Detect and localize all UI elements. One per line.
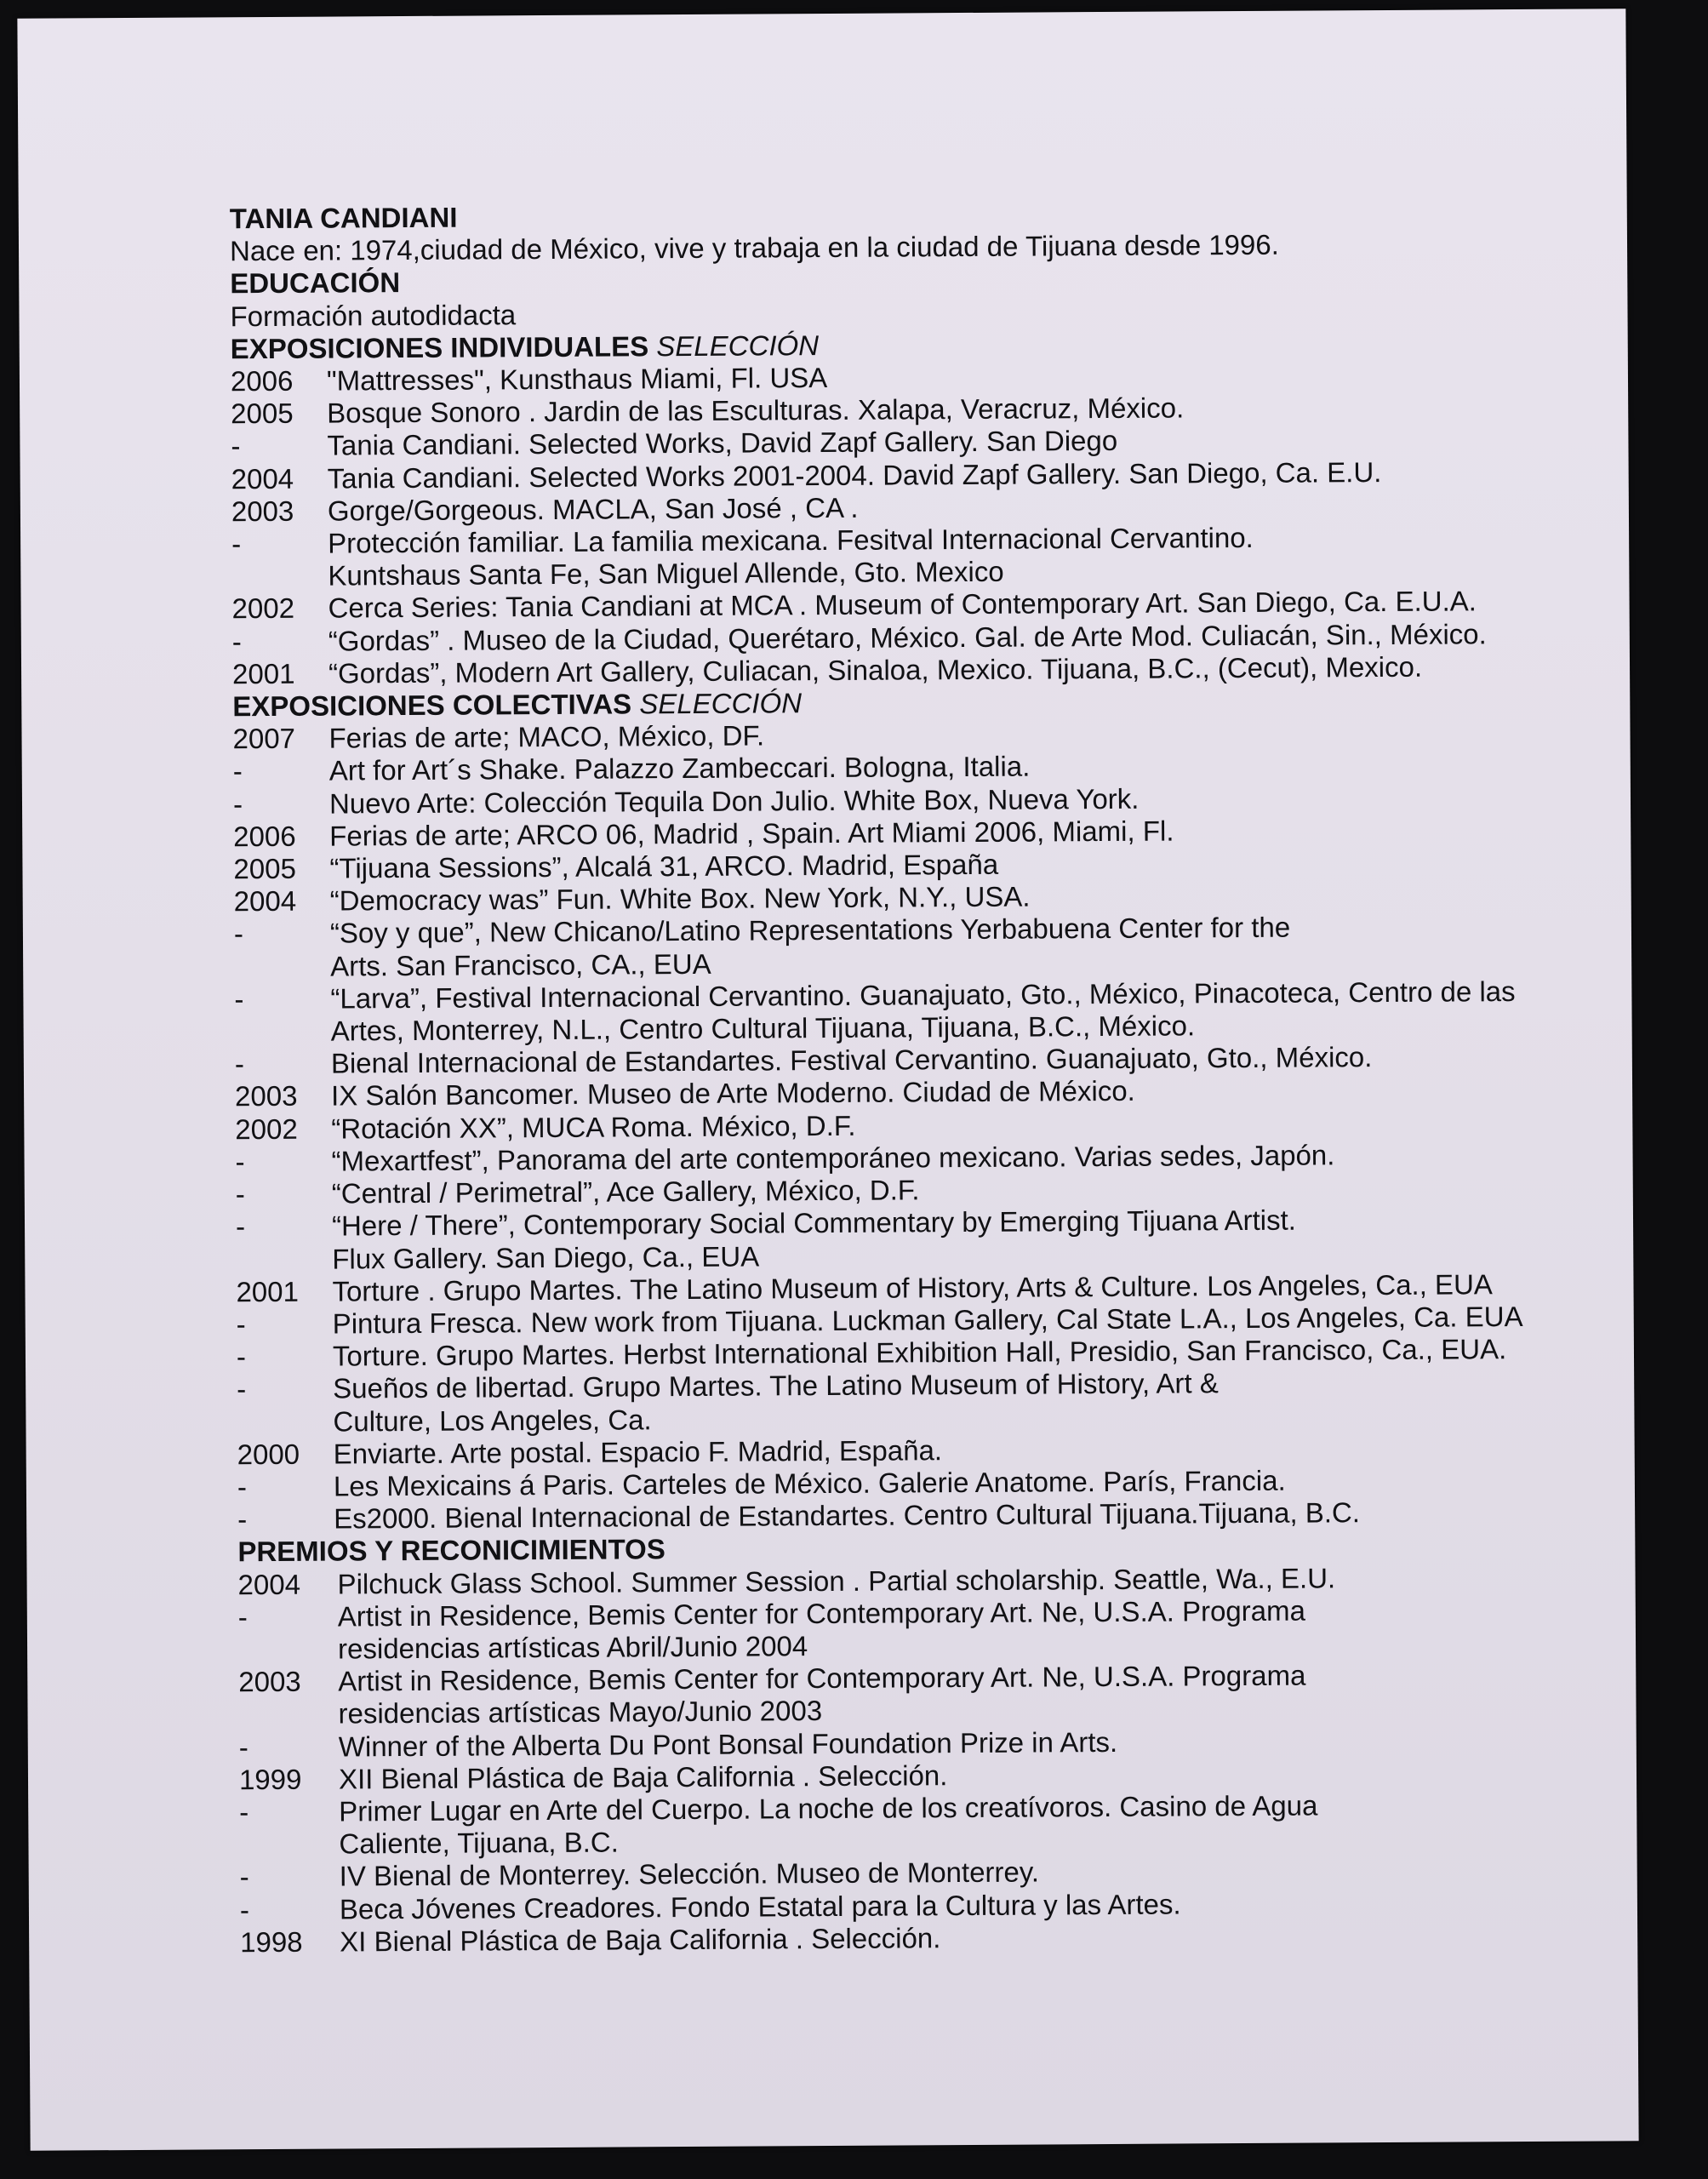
collective-exhibitions-list bbox=[232, 714, 1633, 1536]
entry-text: Tania Candiani. Selected Works 2001-2004. David Zapf Gallery. San Diego, Ca. E.U. bbox=[327, 455, 1382, 495]
entry-year: - bbox=[239, 1861, 249, 1893]
artist-name: TANIA CANDIANI bbox=[229, 201, 458, 235]
entry-text: XI Bienal Plástica de Baja California . Selección. bbox=[340, 1921, 941, 1958]
entry-text: Sueños de libertad. Grupo Martes. The Latino Museum of History, Art & bbox=[333, 1367, 1219, 1404]
entry-text: Winner of the Alberta Du Pont Bonsal Foundation Prize in Arts. bbox=[338, 1725, 1118, 1763]
entry-text: “Gordas”, Modern Art Gallery, Culiacan, Sinaloa, Mexico. Tijuana, B.C., (Cecut), Mexico. bbox=[328, 650, 1423, 689]
entry-text: Tania Candiani. Selected Works, David Zapf Gallery. San Diego bbox=[327, 425, 1118, 462]
entry-year: 1998 bbox=[240, 1925, 303, 1959]
entry-text: “Soy y que”, New Chicano/Latino Representations Yerbabuena Center for the bbox=[329, 912, 1291, 950]
entry-year: - bbox=[237, 1503, 248, 1536]
entry-text: Pilchuck Glass School. Summer Session . Partial scholarship. Seattle, Wa., E.U. bbox=[337, 1561, 1336, 1600]
entry-year: 2002 bbox=[231, 592, 295, 625]
entry-year: - bbox=[231, 528, 242, 560]
entry-year: - bbox=[235, 1146, 245, 1178]
entry-year: 2003 bbox=[234, 1080, 298, 1112]
individual-exhibitions-list bbox=[231, 357, 1628, 690]
entry-text: Ferias de arte; ARCO 06, Madrid , Spain. Art Miami 2006, Miami, Fl. bbox=[329, 815, 1174, 852]
entry-year: 2006 bbox=[230, 364, 294, 397]
entry-year bbox=[234, 950, 330, 983]
entry-year: - bbox=[237, 1471, 248, 1503]
entry-year: - bbox=[239, 1796, 249, 1828]
entry-text: IV Bienal de Monterrey. Selección. Museo de Monterrey. bbox=[339, 1856, 1040, 1892]
entry-year: 2005 bbox=[231, 397, 294, 430]
entry-text: “Rotación XX”, MUCA Roma. México, D.F. bbox=[331, 1109, 856, 1145]
entry-year: 2001 bbox=[236, 1275, 300, 1307]
entry-year bbox=[237, 1405, 333, 1438]
entry-year: 2003 bbox=[238, 1665, 301, 1698]
entry-text: Protección familiar. La familia mexicana. Fesitval Internacional Cervantino. bbox=[328, 521, 1254, 559]
entry-text: Cerca Series: Tania Candiani at MCA . Museum of Contemporary Art. San Diego, Ca. E.U.A. bbox=[328, 585, 1477, 625]
entry-text: Artes, Monterrey, N.L., Centro Cultural Tijuana, Tijuana, B.C., México. bbox=[330, 1009, 1196, 1047]
entry-text: Ferias de arte; MACO, México, DF. bbox=[328, 719, 765, 754]
entry-year bbox=[236, 1243, 332, 1276]
entry-year bbox=[239, 1828, 339, 1862]
entry-year: - bbox=[239, 1893, 250, 1925]
entry-year: 1999 bbox=[238, 1763, 302, 1795]
entry-text: "Mattresses", Kunsthaus Miami, Fl. USA bbox=[326, 362, 828, 397]
collective-heading-title: EXPOSICIONES COLECTIVAS bbox=[232, 688, 632, 723]
entry-year: 2000 bbox=[237, 1438, 300, 1470]
entry-year: - bbox=[236, 1341, 247, 1373]
cv-document bbox=[230, 194, 1637, 1959]
entry-year: 2006 bbox=[233, 820, 296, 853]
entry-year: - bbox=[232, 755, 243, 787]
entry-text: Bienal Internacional de Estandartes. Festival Cervantino. Guanajuato, Gto., México. bbox=[330, 1041, 1373, 1079]
paper-sheet bbox=[17, 9, 1638, 2150]
entry-year: - bbox=[236, 1308, 246, 1341]
entry-year: - bbox=[238, 1730, 248, 1763]
entry-year: 2004 bbox=[233, 885, 297, 918]
entry-year: - bbox=[231, 625, 242, 657]
entry-year: 2002 bbox=[235, 1112, 298, 1145]
entry-text: “Here / There”, Contemporary Social Commentary by Emerging Tijuana Artist. bbox=[331, 1204, 1296, 1242]
entry-text: XII Bienal Plástica de Baja California . Selección. bbox=[338, 1759, 948, 1795]
individual-heading-suffix: SELECCIÓN bbox=[656, 329, 820, 363]
entry-text: IX Salón Bancomer. Museo de Arte Moderno. Ciudad de México. bbox=[330, 1075, 1135, 1112]
entry-text: Les Mexicains á Paris. Carteles de México. Galerie Anatome. París, Francia. bbox=[333, 1464, 1286, 1502]
entry-text: Pintura Fresca. New work from Tijuana. Luckman Gallery, Cal State L.A., Los Angeles, Ca. EUA bbox=[332, 1300, 1523, 1340]
entry-text: Gorge/Gorgeous. MACLA, San José , CA . bbox=[327, 491, 859, 527]
entry-year: - bbox=[235, 1178, 245, 1210]
entry-text: Culture, Los Angeles, Ca. bbox=[333, 1403, 652, 1438]
entry-year: - bbox=[232, 787, 243, 820]
entry-text: Arts. San Francisco, CA., EUA bbox=[330, 947, 711, 982]
entry-text: Artist in Residence, Bemis Center for Contemporary Art. Ne, U.S.A. Programa bbox=[338, 1659, 1306, 1697]
entry-year: - bbox=[233, 918, 244, 950]
individual-heading-title: EXPOSICIONES INDIVIDUALES bbox=[230, 330, 649, 365]
entry-year: 2007 bbox=[232, 723, 296, 755]
entry-year bbox=[235, 1015, 331, 1049]
entry-text: Caliente, Tijuana, B.C. bbox=[339, 1826, 619, 1860]
entry-year: - bbox=[237, 1600, 248, 1633]
entry-year: - bbox=[234, 983, 244, 1015]
entry-text: Enviarte. Arte postal. Espacio F. Madrid, España. bbox=[333, 1433, 943, 1470]
entry-text: “Mexartfest”, Panorama del arte contemporáneo mexicano. Varias sedes, Japón. bbox=[331, 1139, 1335, 1177]
awards-list bbox=[237, 1560, 1636, 1959]
entry-text: Primer Lugar en Arte del Cuerpo. La noche de los creatívoros. Casino de Agua bbox=[339, 1789, 1318, 1827]
entry-year: 2005 bbox=[233, 852, 297, 885]
entry-year bbox=[238, 1633, 338, 1666]
entry-text: “Tijuana Sessions”, Alcalá 31, ARCO. Madrid, España bbox=[329, 848, 999, 884]
entry-year bbox=[231, 560, 328, 593]
entry-text: Beca Jóvenes Creadores. Fondo Estatal para la Cultura y las Artes. bbox=[339, 1888, 1181, 1925]
entry-year bbox=[238, 1698, 338, 1731]
awards-heading: PREMIOS Y RECONICIMIENTOS bbox=[237, 1533, 665, 1568]
entry-year: - bbox=[235, 1210, 246, 1243]
entry-text: Art for Art´s Shake. Palazzo Zambeccari. Bologna, Italia. bbox=[328, 750, 1031, 787]
entry-text: Flux Gallery. San Diego, Ca., EUA bbox=[332, 1239, 760, 1275]
entry-year: 2004 bbox=[231, 462, 294, 495]
entry-text: residencias artísticas Abril/Junio 2004 bbox=[337, 1630, 808, 1665]
entry-text: Bosque Sonoro . Jardin de las Esculturas. Xalapa, Veracruz, México. bbox=[327, 392, 1185, 429]
entry-year: 2003 bbox=[231, 495, 294, 528]
entry-text: “Central / Perimetral”, Ace Gallery, México, D.F. bbox=[331, 1174, 920, 1210]
birth-line: Nace en: 1974,ciudad de México, vive y trabaja en la ciudad de Tijuana desde 1996. bbox=[229, 228, 1279, 267]
entry-year: - bbox=[237, 1373, 247, 1405]
entry-text: Torture. Grupo Martes. Herbst International Exhibition Hall, Presidio, San Francisco, Ca., EUA. bbox=[332, 1333, 1507, 1372]
education-heading: EDUCACIÓN bbox=[230, 266, 401, 300]
entry-year: - bbox=[231, 430, 241, 462]
entry-text: Artist in Residence, Bemis Center for Contemporary Art. Ne, U.S.A. Programa bbox=[337, 1594, 1306, 1633]
entry-text: Es2000. Bienal Internacional de Estandartes. Centro Cultural Tijuana.Tijuana, B.C. bbox=[334, 1496, 1361, 1535]
entry-text: “Gordas” . Museo de la Ciudad, Querétaro, México. Gal. de Arte Mod. Culiacán, Sin., México. bbox=[328, 617, 1487, 657]
entry-text: Nuevo Arte: Colección Tequila Don Julio. White Box, Nueva York. bbox=[328, 782, 1140, 820]
entry-text: residencias artísticas Mayo/Junio 2003 bbox=[338, 1695, 823, 1730]
entry-year: - bbox=[234, 1048, 244, 1080]
entry-text: Kuntshaus Santa Fe, San Miguel Allende, Gto. Mexico bbox=[328, 555, 1004, 592]
entry-year: 2004 bbox=[237, 1568, 301, 1600]
entry-text: “Larva”, Festival Internacional Cervantino. Guanajuato, Gto., México, Pinacoteca, Centro de las bbox=[330, 975, 1516, 1015]
entry-text: Torture . Grupo Martes. The Latino Museum of History, Arts & Culture. Los Angeles, Ca., EUA bbox=[332, 1267, 1493, 1307]
education-text: Formación autodidacta bbox=[230, 298, 517, 332]
entry-text: “Democracy was” Fun. White Box. New York, N.Y., USA. bbox=[329, 880, 1031, 917]
collective-heading-suffix: SELECCIÓN bbox=[639, 687, 803, 720]
entry-year: 2001 bbox=[231, 657, 295, 690]
